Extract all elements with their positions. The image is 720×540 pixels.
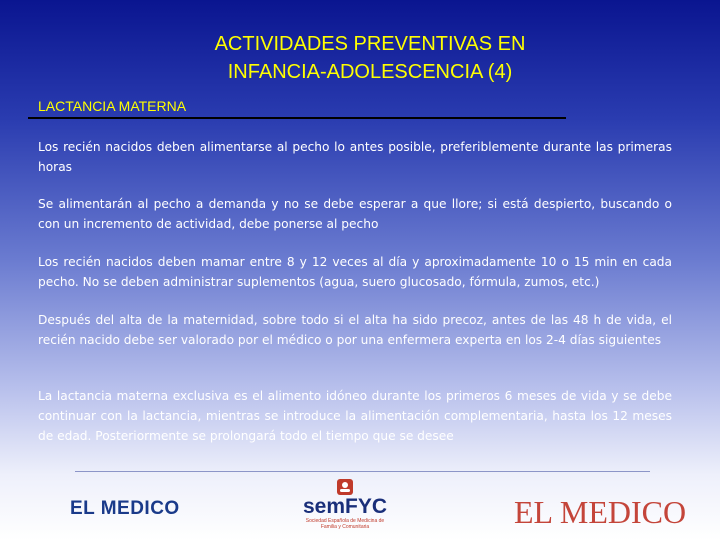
semfyc-logo-subtitle: Sociedad Española de Medicina de Familia y Comunitaria bbox=[305, 518, 385, 530]
el-medico-logo-left-text: EL MEDICO bbox=[70, 498, 180, 519]
semfyc-emblem-icon bbox=[334, 478, 356, 496]
paragraph-2: Se alimentarán al pecho a demanda y no se debe esperar a que llore; si está despierto, buscando o con un incremento de actividad, debe ponerse al pecho bbox=[38, 197, 672, 231]
el-medico-logo-left bbox=[70, 498, 180, 520]
section-heading: LACTANCIA MATERNA bbox=[38, 98, 187, 114]
el-medico-logo-right: EL MEDICO bbox=[514, 494, 687, 530]
slide-title bbox=[120, 30, 620, 86]
paragraph-3: Los recién nacidos deben mamar entre 8 y 12 veces al día y aproximadamente 10 o 15 min en cada pecho. No se deben administrar suplementos (agua, suero glucosado, fórmula, zumos, etc.) bbox=[38, 255, 672, 289]
heading-underline bbox=[28, 117, 566, 119]
slide-title-line1: ACTIVIDADES PREVENTIVAS EN bbox=[214, 33, 526, 55]
paragraph-1: Los recién nacidos deben alimentarse al pecho lo antes posible, preferiblemente durante las primeras horas bbox=[38, 140, 672, 174]
semfyc-logo bbox=[300, 478, 390, 530]
semfyc-logo-text: semFYC bbox=[302, 495, 388, 518]
footer-divider bbox=[75, 471, 650, 472]
paragraph-5: La lactancia materna exclusiva es el alimento idóneo durante los primeros 6 meses de vida y se debe continuar con la lactancia, mientras se introduce la alimentación complementaria, hasta los 12 meses de edad. Posteriormente se prolongará todo el tiempo que se desee bbox=[38, 389, 672, 443]
paragraph-4: Después del alta de la maternidad, sobre todo si el alta ha sido precoz, antes de las 48 h de vida, el recién nacido debe ser valorado por el médico o por una enfermera experta en los 2-4 días siguientes bbox=[38, 313, 672, 347]
slide-title-line2: INFANCIA-ADOLESCENCIA (4) bbox=[227, 61, 513, 83]
